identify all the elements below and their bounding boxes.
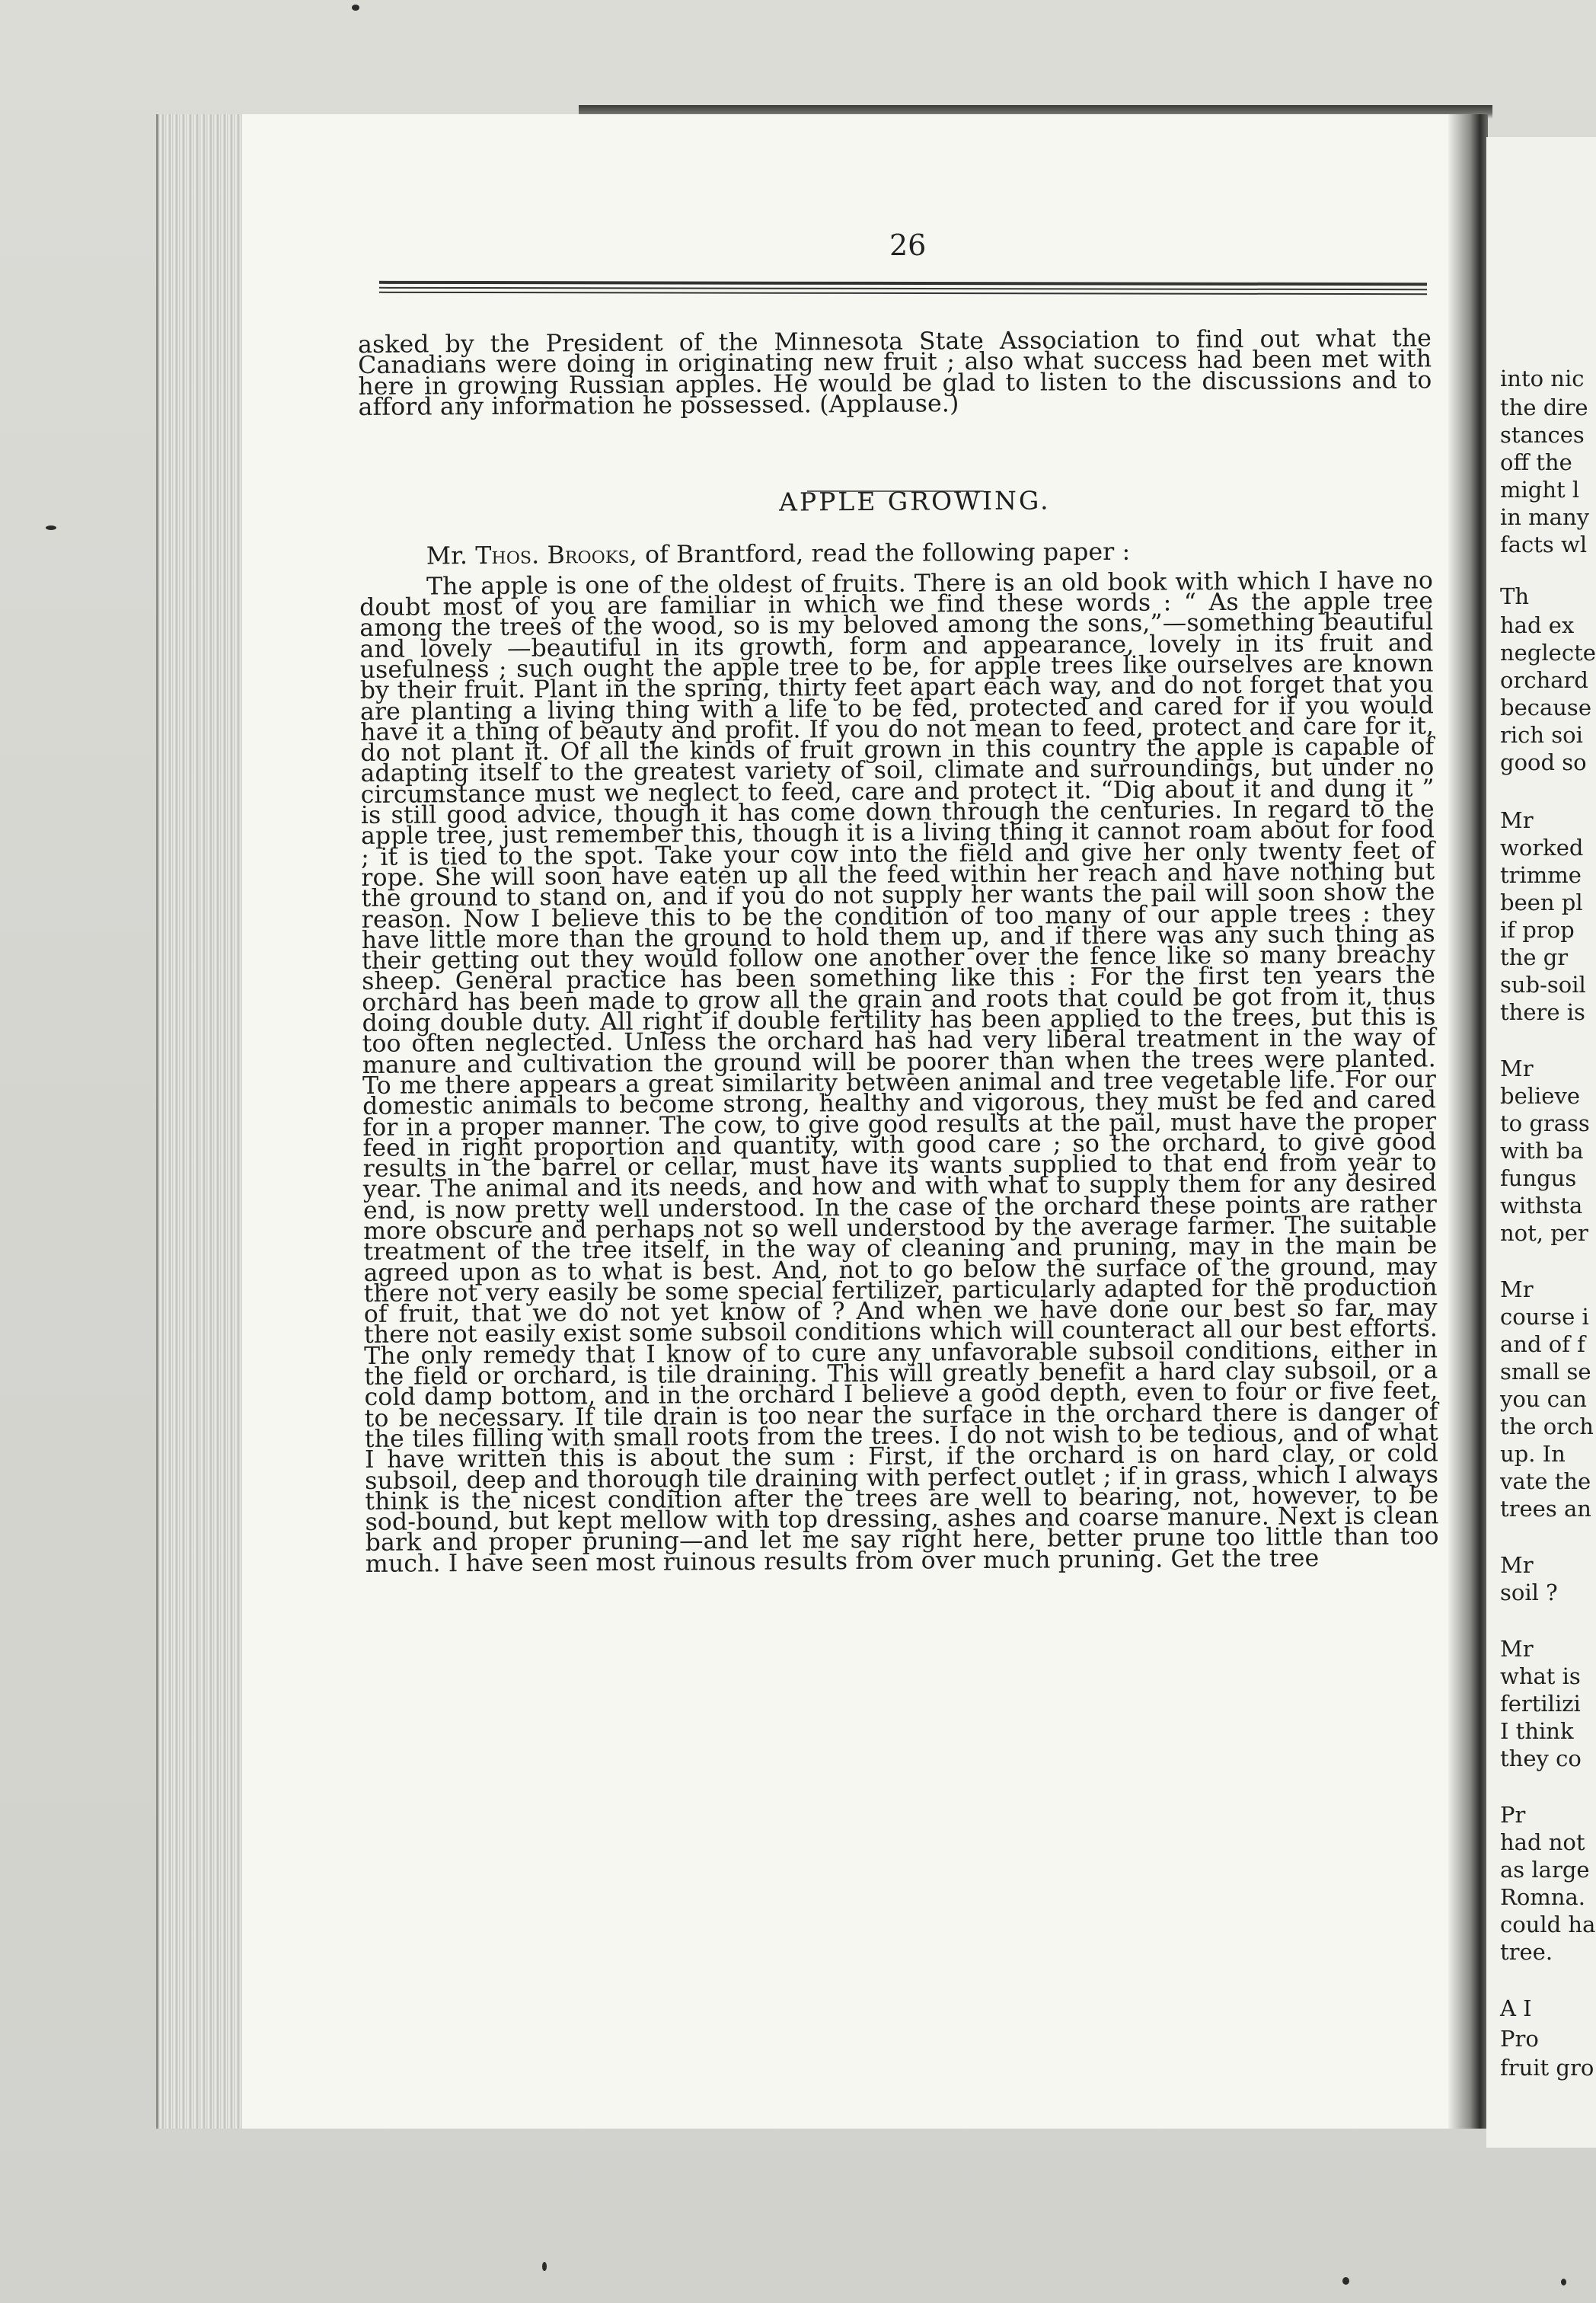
facing-page-line: you can (1500, 1386, 1587, 1412)
facing-page-line: withsta (1500, 1193, 1583, 1219)
scan-speck (542, 2262, 547, 2271)
scan-speck (46, 525, 56, 530)
scan-speck (1342, 2277, 1349, 2285)
facing-page-line: off the (1500, 449, 1572, 475)
facing-page-line: had ex (1500, 612, 1575, 638)
facing-page-line: to grass (1500, 1110, 1590, 1136)
facing-page-line: trimme (1500, 862, 1582, 888)
facing-page (1486, 137, 1596, 2148)
facing-page-line: Th (1500, 583, 1530, 609)
speaker-title: Mr. (426, 542, 468, 570)
facing-page-line: tree. (1500, 1939, 1553, 1965)
facing-page-line: as large (1500, 1857, 1590, 1883)
facing-page-line: might l (1500, 477, 1580, 503)
book-gutter (1448, 114, 1488, 2129)
page-text (357, 324, 1439, 1578)
facing-page-line: rich soi (1500, 722, 1583, 748)
essay-paragraph: The apple is one of the oldest of fruits. There is an old book with which I have no doubt most of you are familiar in which we find these words : “ As the apple tree among the trees of the wood, so is my beloved among the sons,”—something beautiful and lovely —beautiful in its growth, form and appearance, lovely in its fruit and usefulness ; such ought the apple tree to be, for apple trees like ourselves are known by their fruit. Plant in the spring, thirty feet apart each way, and do not forget that you are planting a living thing with a life to be fed, protected and cared for if you would have it a thing of beauty and profit. If you do not mean to feed, protect and care for it, do not plant it. Of all the kinds of fruit grown in this country the apple is capable of adapting itself to the greatest variety of soil, climate and surroundings, but under no circumstance must we neglect to feed, care and protect it. “Dig about it and dung it ” is still good advice, though it has come down through the centuries. In regard to the apple tree, just remember this, though it is a living thing it cannot roam about for food ; it is tied to the spot. Take your cow into the field and give her only twenty feet of rope. She will soon have eaten up all the feed within her reach and have nothing but the ground to stand on, and if you do not supply her wants the pail will soon show the reason. Now I believe this to be the condition of too many of our apple trees : they have little more than the ground to hold them up, and if there was any such thing as their getting out they would follow one another over the fence like so many breachy sheep. General practice has been something like this : For the first ten years the orchard has been made to grow all the grain and roots that could be got from it, thus doing double duty. All right if double fertility has been applied to the trees, but this is too often neglected. Unless the orchard has had very liberal treatment in the way of manure and cultivation the ground will be poorer than when the trees were planted. To me there appears a great similarity between animal and tree vegetable life. For our domestic animals to become strong, healthy and vigorous, they must be fed and cared for in a proper manner. The cow, to give good results at the pail, must have the proper feed in right proportion and quantity, with good care ; so the orchard, to give good results in the barrel or cellar, must have its wants supplied to that end from year to year. The animal and its needs, and how and with what to supply them for any desired end, is now pretty well understood. In the case of the orchard these points are rather more obscure and perhaps not so well understood by the average farmer. The suitable treatment of the tree itself, in the way of cleaning and pruning, may in the main be agreed upon as to what is best. And, not to go below the surface of the ground, may there not very easily be some special fertilizer, particularly adapted for the production of fruit, that we do not yet know of ? And when we have done our best so far, may there not easily exist some subsoil conditions which will counteract all our best efforts. The only remedy that I know of to cure any unfavorable subsoil conditions, either in the field or orchard, is tile draining. This will greatly benefit a hard clay subsoil, or a cold damp bottom, and in the orchard I believe a good depth, even to four or five feet, to be necessary. If tile drain is too near the surface in the orchard there is danger of the tiles filling with small roots from the trees. I do not wish to be tedious, and of what I have written this is about the sum : First, if the orchard is on hard clay, or cold subsoil, deep and thorough tile draining with perfect outlet ; if in grass, which I always think is the nicest condition after the trees are well to bearing, not, however, to be sod-bound, but kept mellow with top dressing, ashes and coarse manure. Next is clean bark and proper pruning—and let me say right here, better prune too little than too much. I have seen most ruinous results from over much pruning. Get the tree (359, 567, 1439, 1578)
facing-page-line: the orch (1500, 1413, 1594, 1439)
facing-page-line: good so (1500, 749, 1587, 775)
facing-page-line: Romna. (1500, 1884, 1585, 1910)
facing-page-line: A I (1500, 1995, 1532, 2021)
scan-speck (352, 5, 359, 11)
section-heading: APPLE GROWING. (778, 485, 1051, 517)
facing-page-line: Mr (1500, 1056, 1534, 1081)
facing-page-line: course i (1500, 1304, 1589, 1330)
facing-page-line: could ha (1500, 1912, 1596, 1937)
facing-page-line: soil ? (1500, 1580, 1558, 1605)
facing-page-line: with ba (1500, 1138, 1584, 1164)
facing-page-line: fungus (1500, 1165, 1577, 1191)
facing-page-line: Mr (1500, 807, 1534, 833)
facing-page-line: they co (1500, 1746, 1582, 1771)
facing-page-line: Mr (1500, 1636, 1534, 1662)
facing-page-line: there is (1500, 999, 1585, 1025)
facing-page-line: not, per (1500, 1220, 1588, 1246)
speaker-rest: of Brantford, read the following paper : (637, 538, 1131, 570)
facing-page-line: sub-soil (1500, 972, 1586, 998)
facing-page-line: believe (1500, 1083, 1580, 1109)
facing-page-line: fruit gro (1500, 2055, 1594, 2081)
facing-page-line: orchard (1500, 667, 1588, 693)
facing-page-line: what is (1500, 1663, 1581, 1689)
facing-page-line: I think (1500, 1718, 1574, 1744)
facing-page-line: neglecte (1500, 640, 1596, 666)
page-number: 26 (889, 228, 927, 262)
facing-page-line: facts wl (1500, 532, 1588, 557)
facing-page-line: had not (1500, 1829, 1585, 1855)
facing-page-line: worked (1500, 835, 1584, 861)
facing-page-line: into nic (1500, 366, 1585, 391)
facing-page-line: and of f (1500, 1331, 1585, 1357)
facing-page-line: in many (1500, 504, 1590, 530)
facing-page-line: the gr (1500, 944, 1569, 970)
facing-page-line: Mr (1500, 1276, 1534, 1302)
facing-page-line: trees an (1500, 1496, 1591, 1522)
facing-page-line: been pl (1500, 890, 1583, 915)
facing-page-line: stances (1500, 422, 1585, 448)
facing-page-line: fertilizi (1500, 1691, 1581, 1717)
facing-page-line: because (1500, 695, 1591, 720)
facing-page-line: small se (1500, 1359, 1591, 1385)
speaker-line (426, 538, 1433, 570)
book-page-edges (156, 114, 250, 2129)
facing-page-line: Pr (1500, 1802, 1526, 1828)
facing-page-line: up. In (1500, 1441, 1566, 1467)
speaker-name: Thos. Brooks, (475, 541, 637, 570)
scan-speck (1561, 2279, 1566, 2285)
facing-page-line: Mr (1500, 1552, 1534, 1578)
intro-paragraph: asked by the President of the Minnesota State Association to find out what the Canadians were doing in originating new fruit ; also what success had been met with here in growing Russian apples. He would be glad to listen to the discussions and to afford any information he possessed. (Applause.) (357, 324, 1432, 421)
facing-page-line: if prop (1500, 917, 1575, 943)
facing-page-line: Pro (1500, 2026, 1539, 2052)
facing-page-line: the dire (1500, 394, 1588, 420)
facing-page-line: vate the (1500, 1468, 1591, 1494)
